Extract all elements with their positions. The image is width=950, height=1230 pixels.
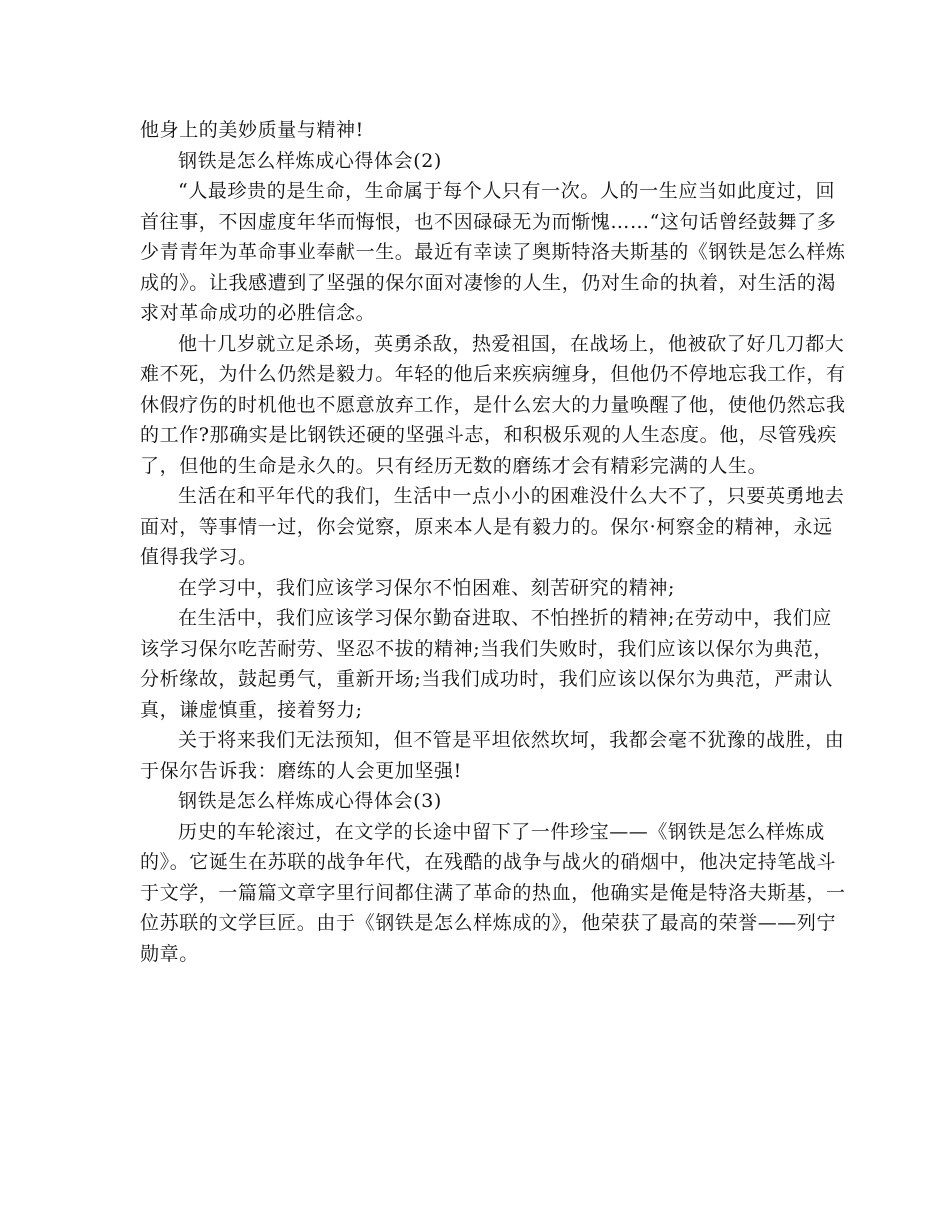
paragraph-line: 少青青年为革命事业奉献一生。最近有幸读了奥斯特洛夫斯基的《钢铁是怎么样炼 bbox=[140, 241, 846, 263]
paragraph-line: 首往事，不因虚度年华而悔恨，也不因碌碌无为而惭愧……“这句话曾经鼓舞了多 bbox=[140, 210, 837, 233]
paragraph-line: 成的》。让我感遭到了坚强的保尔面对凄惨的人生，仍对生命的执着，对生活的渴 bbox=[140, 271, 837, 294]
paragraph-line: 了，但他的生命是永久的。只有经历无数的磨练才会有精彩完满的人生。 bbox=[140, 454, 768, 477]
paragraph-line: 分析缘故，鼓起勇气，重新开场;当我们成功时，我们应该以保尔为典范，严肃认 bbox=[140, 668, 834, 690]
paragraph-line: 在生活中，我们应该学习保尔勤奋进取、不怕挫折的精神;在劳动中，我们应 bbox=[178, 607, 832, 629]
paragraph-line: 的工作?那确实是比钢铁还硬的坚强斗志，和积极乐观的人生态度。他，尽管残疾 bbox=[140, 424, 837, 446]
document-body bbox=[140, 115, 846, 969]
paragraph-line: 于文学，一篇篇文章字里行间都住满了革命的热血，他确实是俺是特洛夫斯基，一 bbox=[140, 881, 846, 904]
paragraph-line: 的》。它诞生在苏联的战争年代，在残酷的战争与战火的硝烟中，他决定持笔战斗 bbox=[140, 851, 837, 873]
paragraph-line: 值得我学习。 bbox=[140, 546, 258, 568]
paragraph-line: 于保尔告诉我：磨练的人会更加坚强! bbox=[140, 759, 462, 782]
paragraph-line: 面对，等事情一过，你会觉察，原来本人是有毅力的。保尔·柯察金的精神，永远 bbox=[140, 515, 833, 538]
paragraph-line: 位苏联的文学巨匠。由于《钢铁是怎么样炼成的》，他荣获了最高的荣誉——列宁 bbox=[140, 912, 837, 934]
paragraph-line: 求对革命成功的必胜信念。 bbox=[140, 302, 376, 324]
paragraph-line: 他十几岁就立足杀场，英勇杀敌，热爱祖国，在战场上，他被砍了好几刀都大 bbox=[178, 332, 845, 355]
paragraph-line: 勋章。 bbox=[140, 942, 199, 965]
paragraph-line: 真，谦虚慎重，接着努力; bbox=[140, 698, 363, 721]
section-heading: 钢铁是怎么样炼成心得体会(3) bbox=[178, 790, 442, 812]
section-heading: 钢铁是怎么样炼成心得体会(2) bbox=[178, 149, 442, 172]
paragraph-line: 休假疗伤的时机他也不愿意放弃工作，是什么宏大的力量唤醒了他，使他仍然忘我 bbox=[140, 393, 846, 416]
paragraph-line: 历史的车轮滚过，在文学的长途中留下了一件珍宝——《钢铁是怎么样炼成 bbox=[178, 820, 825, 843]
paragraph-line: “人最珍贵的是生命，生命属于每个人只有一次。人的一生应当如此度过，回 bbox=[178, 180, 836, 202]
paragraph-line: 生活在和平年代的我们，生活中一点小小的困难没什么大不了，只要英勇地去 bbox=[178, 485, 845, 507]
paragraph-line: 关于将来我们无法预知，但不管是平坦依然坎坷，我都会毫不犹豫的战胜，由 bbox=[178, 729, 845, 751]
paragraph-line: 该学习保尔吃苦耐劳、坚忍不拔的精神;当我们失败时，我们应该以保尔为典范， bbox=[140, 637, 834, 660]
paragraph-line: 难不死，为什么仍然是毅力。年轻的他后来疾病缠身，但他仍不停地忘我工作，有 bbox=[140, 363, 846, 385]
paragraph-line: 他身上的美妙质量与精神! bbox=[140, 119, 364, 141]
paragraph-line: 在学习中，我们应该学习保尔不怕困难、刻苦研究的精神; bbox=[178, 576, 676, 599]
